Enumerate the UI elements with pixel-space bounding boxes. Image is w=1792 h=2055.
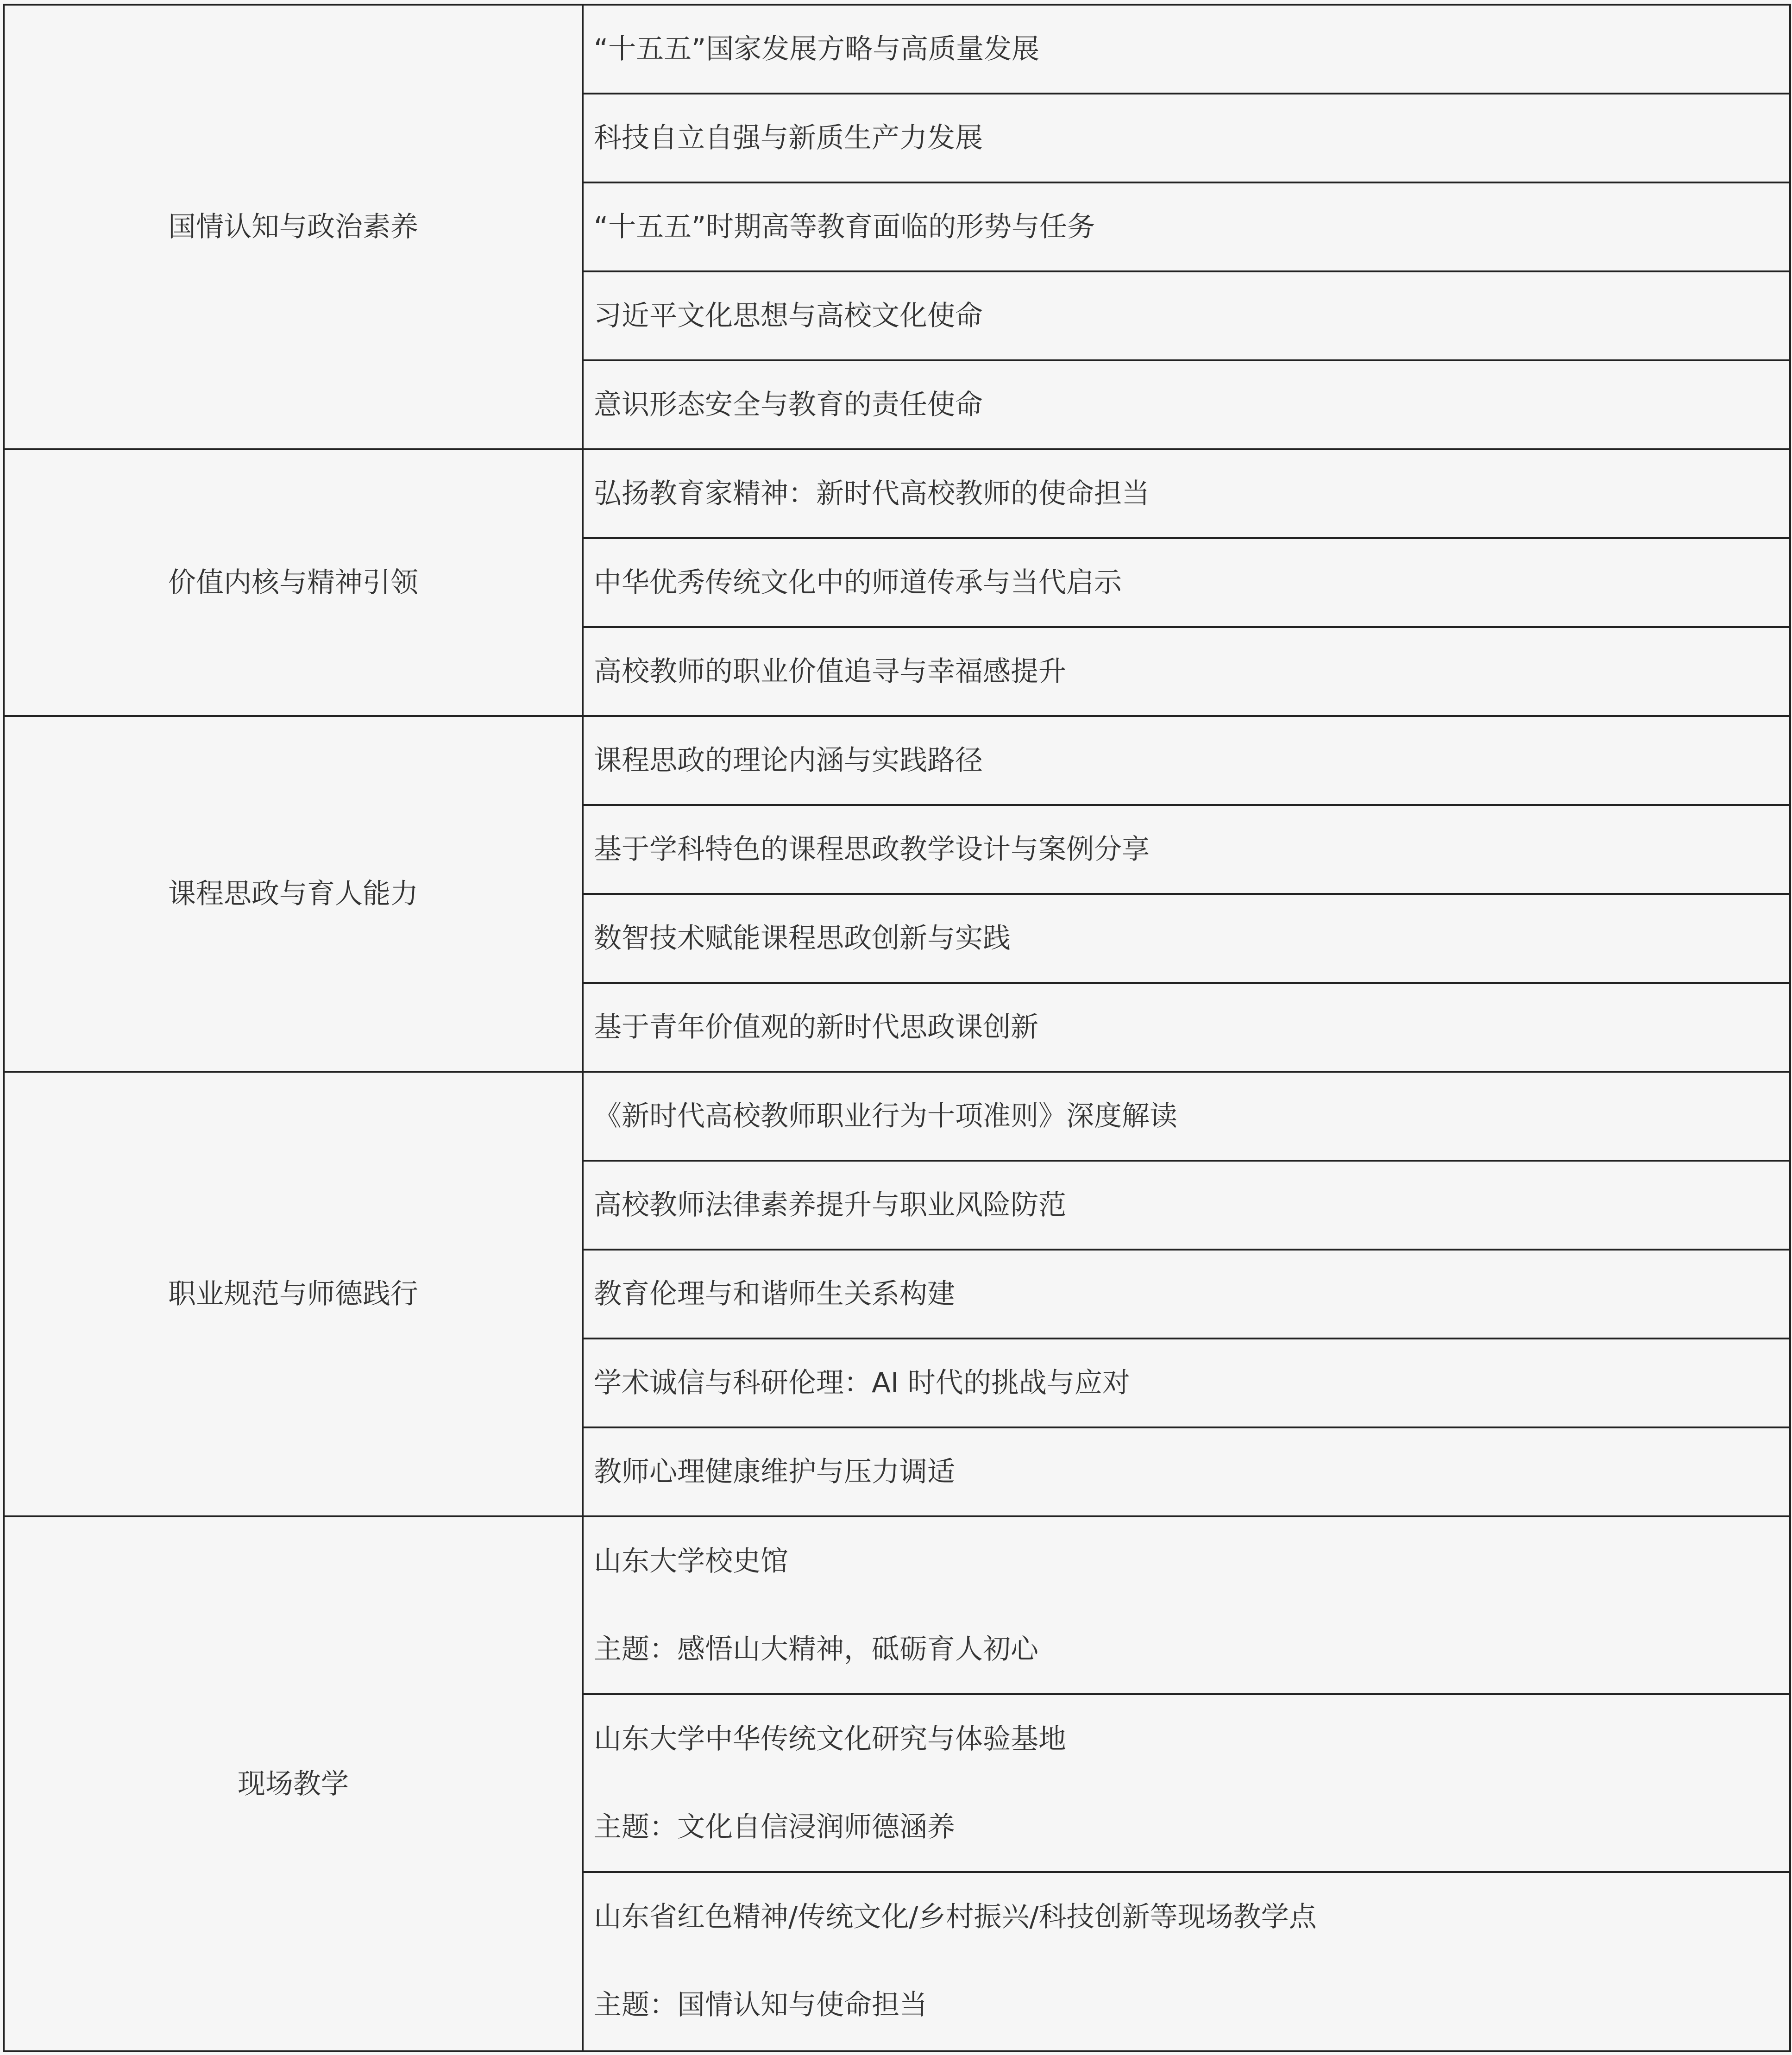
course-item: 习近平文化思想与高校文化使命 (583, 271, 1790, 360)
course-item: 教师心理健康维护与压力调适 (583, 1427, 1790, 1516)
table-row (4, 5, 1790, 94)
category-cell (4, 1072, 583, 1516)
course-item: 学术诚信与科研伦理：AI 时代的挑战与应对 (583, 1339, 1790, 1427)
course-item: 基于学科特色的课程思政教学设计与案例分享 (583, 805, 1790, 894)
category-cell (4, 449, 583, 716)
site-name: 山东省红色精神/传统文化/乡村振兴/科技创新等现场教学点 (594, 1901, 1317, 1933)
course-item: 教育伦理与和谐师生关系构建 (583, 1250, 1790, 1339)
site-theme: 主题：文化自信浸润师德涵养 (594, 1811, 955, 1843)
category-cell (4, 5, 583, 449)
course-item: 课程思政的理论内涵与实践路径 (583, 716, 1790, 805)
course-item: 高校教师法律素养提升与职业风险防范 (583, 1161, 1790, 1250)
category-title: 国情认知与政治素养 (168, 211, 418, 243)
course-item: 基于青年价值观的新时代思政课创新 (583, 983, 1790, 1072)
course-item: 科技自立自强与新质生产力发展 (583, 94, 1790, 182)
course-item: 数智技术赋能课程思政创新与实践 (583, 894, 1790, 983)
site-name: 山东大学校史馆 (594, 1545, 788, 1577)
site-item (583, 1872, 1790, 2051)
table-row (4, 1072, 1790, 1161)
category-title: 课程思政与育人能力 (168, 878, 418, 910)
table-row (4, 1516, 1790, 1694)
site-theme: 主题：国情认知与使命担当 (594, 1989, 927, 2021)
category-title: 现场教学 (238, 1767, 349, 1800)
course-item: 中华优秀传统文化中的师道传承与当代启示 (583, 538, 1790, 627)
course-item: 意识形态安全与教育的责任使命 (583, 360, 1790, 449)
category-title: 价值内核与精神引领 (168, 566, 418, 599)
course-item: 高校教师的职业价值追寻与幸福感提升 (583, 627, 1790, 716)
table-row (4, 449, 1790, 538)
course-item: 弘扬教育家精神：新时代高校教师的使命担当 (583, 449, 1790, 538)
site-item (583, 1694, 1790, 1872)
course-item: “十五五”国家发展方略与高质量发展 (583, 5, 1790, 94)
category-cell (4, 716, 583, 1072)
site-theme: 主题：感悟山大精神，砥砺育人初心 (594, 1633, 1038, 1665)
course-item: “十五五”时期高等教育面临的形势与任务 (583, 182, 1790, 271)
category-cell (4, 1516, 583, 2051)
category-title: 职业规范与师德践行 (168, 1278, 418, 1310)
site-item (583, 1516, 1790, 1694)
site-name: 山东大学中华传统文化研究与体验基地 (594, 1723, 1066, 1755)
curriculum-table (3, 4, 1791, 2052)
table-row (4, 716, 1790, 805)
course-item: 《新时代高校教师职业行为十项准则》深度解读 (583, 1072, 1790, 1161)
